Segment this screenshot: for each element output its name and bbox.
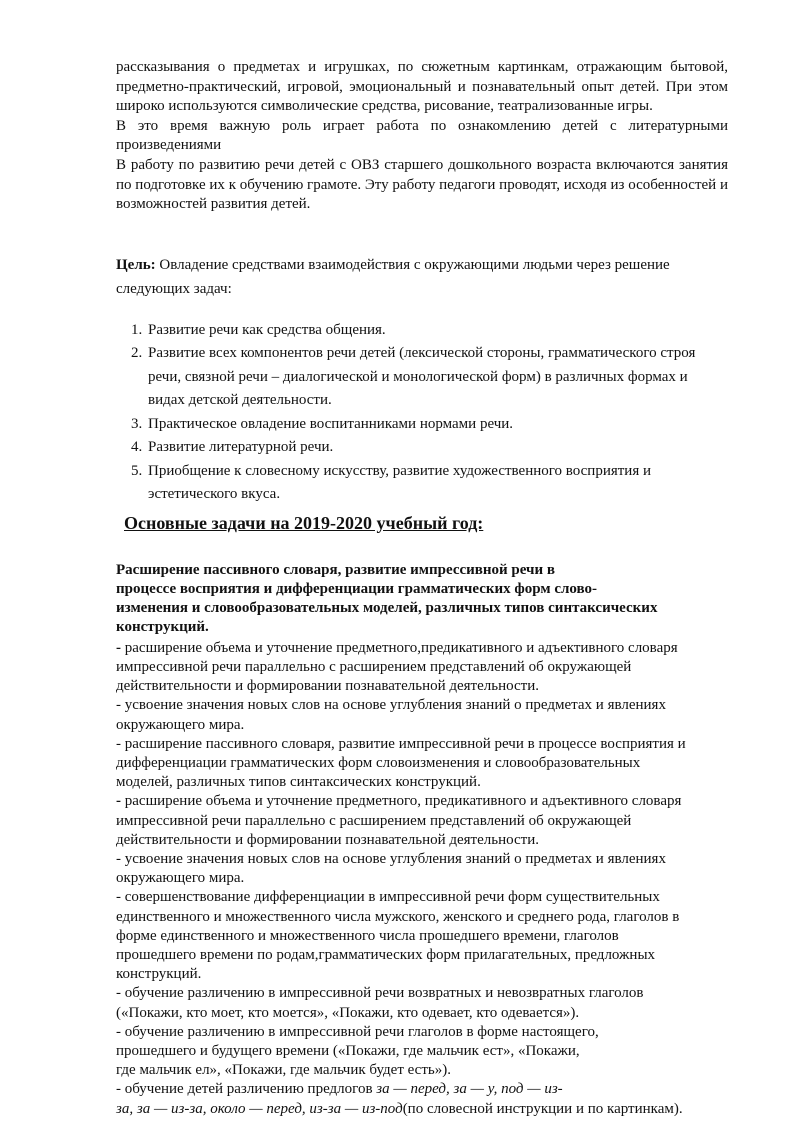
text-line: - усвоение значения новых слов на основе углубления знаний о предметах и явлениях (116, 697, 666, 714)
text-line: - усвоение значения новых слов на основе углубления знаний о предметах и явлениях (116, 850, 666, 867)
text-line: действительности и формировании познавательной деятельности. (116, 831, 539, 848)
text-line: («Покажи, кто моет, кто моется», «Покажи, кто одевает, кто одевается»). (116, 1004, 580, 1021)
goal-label: Цель: (116, 256, 156, 273)
text-line: прошедшего и будущего времени («Покажи, где мальчик ест», «Покажи, (116, 1043, 580, 1060)
subheading-line: конструкций. (116, 618, 209, 635)
section-heading: Основные задачи на 2019-2020 учебный год: (124, 512, 484, 533)
task-item: 2. Развитие всех компонентов речи детей (лексической стороны, грамматического строя речи, связной речи – диалогической и монологической форм) в различных формах и видах детской деятельности. (146, 342, 728, 413)
text-line: импрессивной речи параллельно с расширением представлений об окружающей (116, 658, 632, 675)
tasks-detail (116, 639, 728, 1119)
text-line (116, 792, 728, 811)
intro-paragraph-3: В работу по развитию речи детей с ОВЗ старшего дошкольного возраста включаются занятия по подготовке их к обучению грамоте. Эту работу педагоги проводят, исходя из особенностей и возможностей развития детей. (116, 156, 728, 213)
bold-dash: - (116, 639, 121, 656)
task-item: 4. Развитие литературной речи. (146, 436, 728, 460)
subheading-line: изменения и словообразовательных моделей, различных типов синтаксических (116, 599, 658, 616)
text-line: - обучение различению в импрессивной речи возвратных и невозвратных глаголов (116, 985, 644, 1002)
text-line: прошедшего времени по родам,грамматических форм прилагательных, предложных (116, 947, 656, 963)
task-item: 3. Практическое овладение воспитанниками нормами речи. (146, 413, 728, 437)
text-line: дифференциации грамматических форм словоизменения и словообразовательных (116, 754, 641, 771)
goal-text: Овладение средствами взаимодействия с окружающими людьми через решение следующих задач: (116, 256, 670, 297)
task-item: 1. Развитие речи как средства общения. (146, 319, 728, 343)
intro-section (116, 58, 728, 215)
line-text: - обучение детей различению предлогов (116, 1081, 377, 1098)
italic-prepositions: за, за — из-за, около — перед, из-за — из-под (116, 1100, 403, 1117)
line-text: (по словесной инструкции и по картинкам). (402, 1100, 683, 1117)
goal-paragraph (116, 253, 728, 301)
text-line (116, 639, 728, 658)
text-line: окружающего мира. (116, 870, 245, 887)
task-item: 5. Приобщение к словесному искусству, развитие художественного восприятия и эстетического вкуса. (146, 460, 728, 507)
subheading (116, 561, 728, 637)
intro-paragraph-2: В это время важную роль играет работа по ознакомлению детей с литературными произведениями (116, 117, 728, 154)
text-line: где мальчик ел», «Покажи, где мальчик будет есть»). (116, 1062, 451, 1079)
text-line: единственного и множественного числа мужского, женского и среднего рода, глаголов в (116, 908, 680, 925)
text-line: - обучение различению в импрессивной речи глаголов в форме настоящего, (116, 1023, 599, 1040)
line-text: расширение объема и уточнение предметного, предикативного и адъективного словаря (121, 793, 682, 810)
text-line: конструкций. (116, 966, 202, 983)
text-line: форме единственного и множественного числа прошедшего времени, глаголов (116, 927, 619, 944)
text-line: - расширение пассивного словаря, развитие импрессивной речи в процессе восприятия и (116, 735, 686, 752)
bold-dash: - (116, 793, 121, 810)
text-line (116, 1080, 728, 1099)
italic-prepositions: за — перед, за — у, под — из- (376, 1081, 563, 1098)
text-line: окружающего мира. (116, 716, 245, 733)
subheading-line: Расширение пассивного словаря, развитие импрессивной речи в (116, 561, 555, 578)
text-line: импрессивной речи параллельно с расширением представлений об окружающей (116, 812, 632, 829)
text-line: - совершенствование дифференциации в импрессивной речи форм существительных (116, 889, 660, 906)
text-line: действительности и формировании познавательной деятельности. (116, 678, 539, 695)
tasks-list (116, 319, 728, 507)
text-line (116, 1100, 728, 1119)
line-text: расширение объема и уточнение предметного,предикативного и адъективного словаря (121, 639, 678, 656)
intro-paragraph-1: рассказывания о предметах и игрушках, по сюжетным картинкам, отражающим бытовой, предметно-практический, игровой, эмоциональный и познавательный опыт детей. При этом широко используются символические средства, рисование, театрализованные игры. (116, 59, 728, 115)
subheading-line: процессе восприятия и дифференциации грамматических форм слово- (116, 580, 598, 597)
text-line: моделей, различных типов синтаксических конструкций. (116, 774, 481, 791)
